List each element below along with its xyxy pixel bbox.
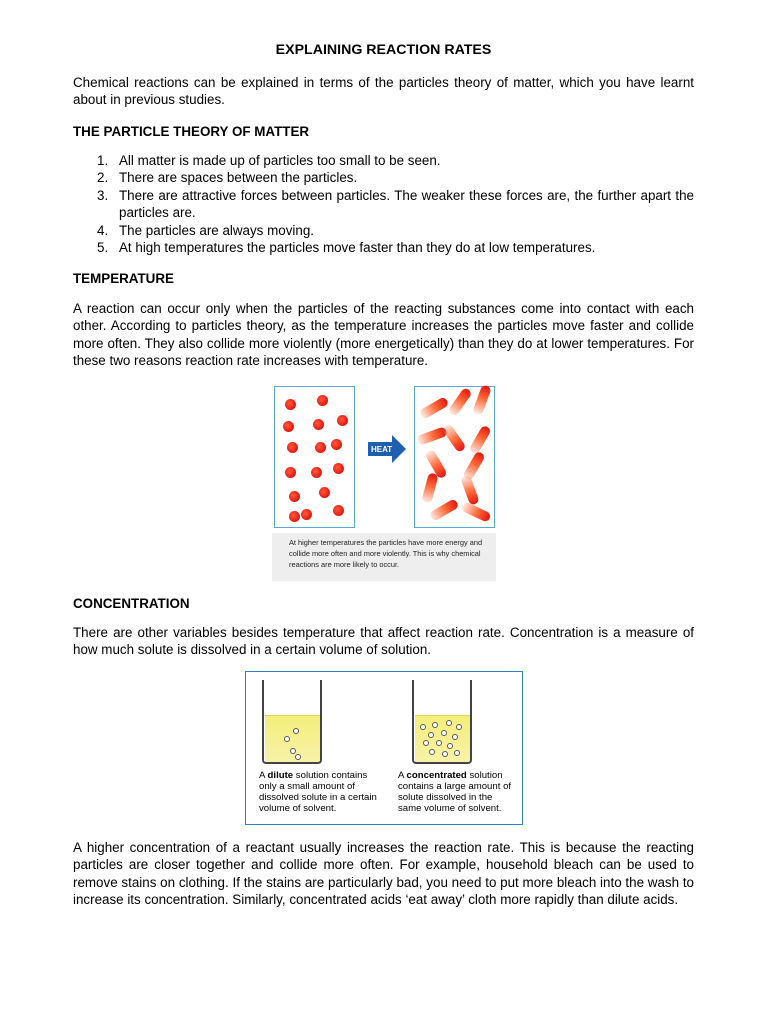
hot-particles-box — [414, 386, 495, 528]
heat-arrow-icon — [368, 435, 406, 463]
solute-particle — [290, 748, 296, 754]
particle — [283, 421, 294, 432]
solute-particle — [441, 730, 447, 736]
concentrated-beaker — [412, 680, 472, 764]
particle — [287, 442, 298, 453]
intro-paragraph: Chemical reactions can be explained in terms of the particles theory of matter, which you have learnt about in previous studies. — [73, 75, 694, 108]
concentrated-caption: A concentrated solution contains a large amount of solute dissolved in the same volume of solvent. — [398, 770, 512, 814]
particle-theory-heading: THE PARTICLE THEORY OF MATTER — [73, 124, 310, 139]
list-item: 3. There are attractive forces between particles. The weaker these forces are, the further apart the particles are. — [97, 187, 694, 221]
concentration-paragraph: There are other variables besides temperature that affect reaction rate. Concentration is a measure of how much solute is dissolved in a certain volume of solution. — [73, 625, 694, 658]
solute-particle — [284, 736, 290, 742]
heat-figure-caption: At higher temperatures the particles have more energy and collide more often and more violently. This is why chemical reactions are more likely to occur. — [272, 533, 496, 581]
heat-figure — [272, 383, 496, 583]
fast-particle — [460, 501, 491, 523]
solute-particle — [423, 740, 429, 746]
list-item: 5. At high temperatures the particles move faster than they do at low temperatures. — [97, 240, 596, 256]
particle — [333, 463, 344, 474]
particle — [311, 467, 322, 478]
solute-particle — [452, 734, 458, 740]
particle-theory-list — [73, 152, 694, 256]
solute-particle — [446, 720, 452, 726]
list-item: 2. There are spaces between the particles. — [97, 170, 358, 186]
fast-particle — [441, 423, 466, 453]
particle — [337, 415, 348, 426]
solute-particle — [436, 740, 442, 746]
temperature-paragraph: A reaction can occur only when the particles of the reacting substances come into contact with each other. According to particles theory, as the temperature increases the particles move faster and collide more often. They also collide more violently (more energetically) than they do at lower temperatures. For these two reasons reaction rate increases with temperature. — [73, 301, 694, 369]
solute-particle — [429, 749, 435, 755]
particle — [319, 487, 330, 498]
particle — [313, 419, 324, 430]
list-item: 4. The particles are always moving. — [97, 222, 314, 238]
fast-particle — [468, 425, 492, 456]
particle — [331, 439, 342, 450]
fast-particle — [472, 384, 492, 416]
particle — [289, 511, 300, 522]
particle — [285, 399, 296, 410]
page-title: EXPLAINING REACTION RATES — [275, 42, 492, 58]
cold-particles-box — [274, 386, 355, 528]
fast-particle — [447, 387, 472, 417]
concentration-heading: CONCENTRATION — [73, 596, 190, 611]
solute-particle — [454, 750, 460, 756]
particle — [285, 467, 296, 478]
particle — [289, 491, 300, 502]
fast-particle — [429, 498, 460, 522]
solute-particle — [442, 751, 448, 757]
solute-particle — [447, 743, 453, 749]
solute-particle — [428, 732, 434, 738]
particle — [301, 509, 312, 520]
fast-particle — [460, 474, 480, 506]
concentration-figure — [245, 671, 523, 825]
heat-label: HEAT — [371, 445, 393, 454]
particle — [317, 395, 328, 406]
list-item: 1. All matter is made up of particles too small to be seen. — [97, 153, 441, 168]
solute-particle — [295, 754, 301, 760]
dilute-beaker — [262, 680, 322, 764]
particle — [333, 505, 344, 516]
fast-particle — [421, 472, 438, 504]
fast-particle — [419, 396, 450, 420]
concentration-paragraph-2: A higher concentration of a reactant usually increases the reaction rate. This is because the reacting particles are closer together and collide more often. For example, household bleach can be used to remove stains on clothing. If the stains are particularly bad, you need to put more bleach into the wash to increase its concentration. Similarly, concentrated acids ‘eat away’ cloth more rapidly than dilute acids. — [73, 840, 694, 908]
particle — [315, 442, 326, 453]
dilute-caption: A dilute solution contains only a small amount of dissolved solute in a certain volume of solvent. — [259, 770, 377, 814]
temperature-heading: TEMPERATURE — [73, 271, 174, 286]
